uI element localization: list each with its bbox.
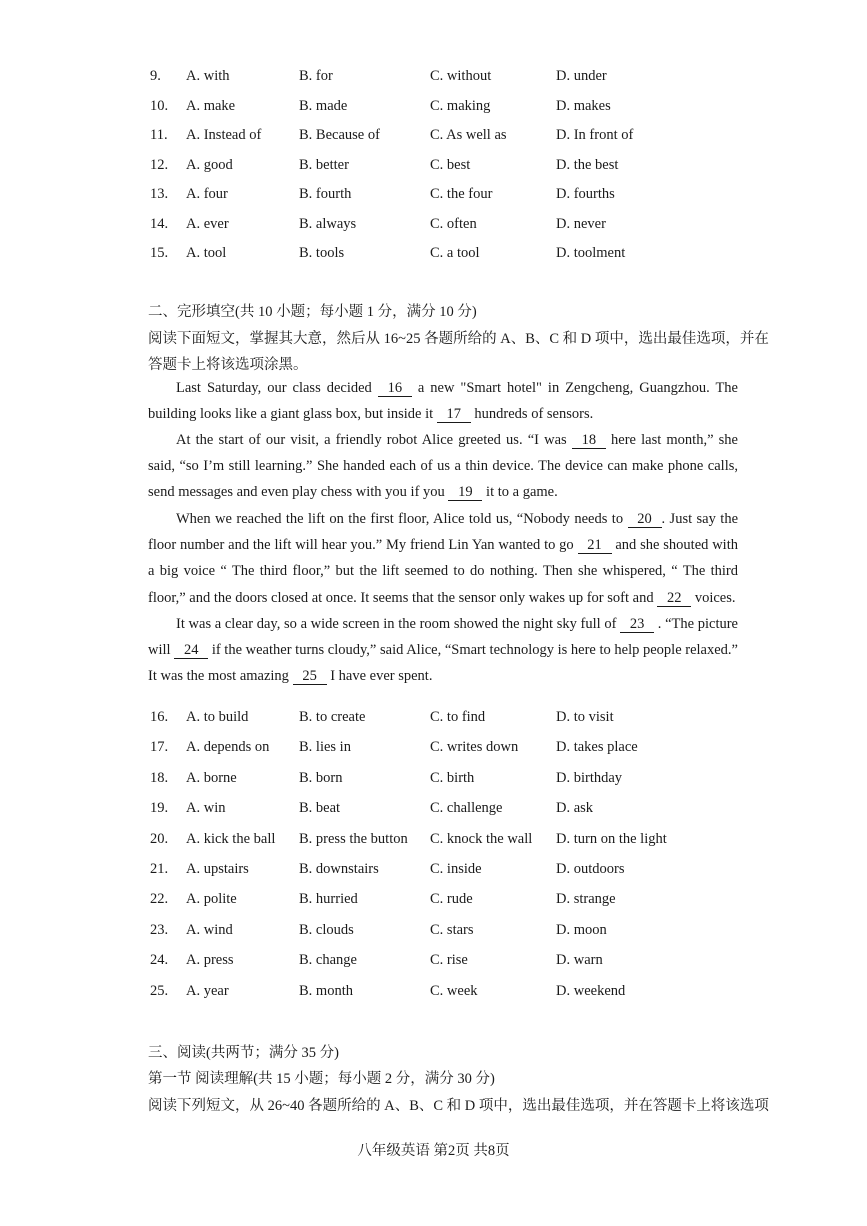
option-b: B. clouds — [299, 921, 354, 938]
question-number: 15. — [150, 245, 169, 261]
blank-16: 16 — [378, 380, 412, 397]
passage-text: When we reached the lift on the first floor, Alice told us, “Nobody needs to — [176, 511, 628, 527]
passage-paragraph-1 — [148, 375, 738, 427]
passage-text: Last Saturday, our class decided — [176, 380, 378, 396]
option-b: B. lies in — [299, 739, 351, 756]
option-b: B. tools — [299, 245, 345, 261]
blank-18: 18 — [572, 432, 606, 449]
option-d: D. strange — [556, 891, 616, 908]
option-a: A. tool — [186, 245, 227, 261]
option-c: C. birth — [430, 769, 475, 786]
blank-23: 23 — [620, 616, 654, 633]
option-d: D. birthday — [556, 769, 623, 786]
option-a: A. polite — [186, 891, 237, 908]
passage-text: At the start of our visit, a friendly robot Alice greeted us. “I was — [176, 432, 572, 448]
option-c: C. rude — [430, 891, 473, 908]
section2-instruction-line1: 阅读下面短文，掌握其大意，然后从 16~25 各题所给的 A、B、C 和 D 项中，选出最佳选项，并在 — [148, 331, 769, 347]
option-d: D. makes — [556, 97, 611, 114]
option-b: B. to create — [299, 709, 366, 725]
section3-heading: 三、阅读(共两节；满分 35 分) — [148, 1045, 339, 1061]
option-c: C. making — [430, 97, 491, 114]
option-c: C. the four — [430, 186, 493, 202]
option-c: C. stars — [430, 921, 474, 938]
option-a: A. press — [186, 952, 234, 969]
section3-subheading: 第一节 阅读理解(共 15 小题；每小题 2 分，满分 30 分) — [148, 1071, 495, 1087]
option-d: D. outdoors — [556, 861, 625, 877]
question-number: 13. — [150, 186, 169, 202]
blank-21: 21 — [578, 537, 612, 554]
option-b: B. born — [299, 769, 343, 786]
option-d: D. In front of — [556, 127, 634, 143]
option-d: D. weekend — [556, 982, 626, 999]
passage-text: a new "Smart hotel" in Zengcheng, Guangzhou. The building looks like a giant glass box, but inside it — [148, 380, 738, 423]
question-number: 23. — [150, 921, 169, 938]
question-number: 14. — [150, 215, 169, 232]
option-d: D. under — [556, 68, 607, 84]
section2-instruction-line2: 答题卡上将该选项涂黑。 — [148, 357, 308, 373]
option-c: C. often — [430, 215, 477, 232]
passage-text: if the weather turns cloudy,” said Alice, “Smart technology is here to help people relaxed.” It was the most amazing — [148, 642, 738, 685]
option-d: D. fourths — [556, 186, 615, 202]
passage-paragraph-3 — [148, 506, 738, 611]
option-c: C. to find — [430, 709, 486, 725]
passage-text: it to a game. — [482, 484, 558, 501]
question-number: 25. — [150, 982, 169, 999]
option-a: A. win — [186, 800, 226, 817]
question-number: 21. — [150, 861, 169, 877]
passage-text: and she shouted with a big voice “ The third floor,” but the lift seemed to do nothing. Then she whispered, “ The third floor,” and the doors closed at once. It seems that the sensor only wakes up for soft and — [148, 537, 738, 606]
passage-text: It was a clear day, so a wide screen in the room showed the night sky full of — [176, 616, 621, 632]
option-b: B. for — [299, 68, 333, 84]
option-b: B. change — [299, 952, 357, 969]
passage-text: . Just say the floor number and the lift will hear you.” My friend Lin Yan wanted to go — [148, 511, 739, 554]
passage-text: . “The picture will — [148, 616, 738, 659]
option-b: B. Because of — [299, 127, 380, 143]
question-number: 10. — [150, 97, 169, 114]
option-a: A. upstairs — [186, 861, 249, 877]
passage-paragraph-4 — [148, 611, 738, 690]
section3-instruction: 阅读下列短文，从 26~40 各题所给的 A、B、C 和 D 项中，选出最佳选项，并在答题卡上将该选项 — [148, 1098, 769, 1114]
option-d: D. never — [556, 215, 606, 232]
option-b: B. fourth — [299, 186, 352, 202]
option-d: D. toolment — [556, 245, 626, 261]
option-d: D. to visit — [556, 709, 614, 725]
option-d: D. turn on the light — [556, 830, 667, 847]
question-number: 18. — [150, 769, 169, 786]
question-number: 17. — [150, 739, 169, 756]
option-a: A. kick the ball — [186, 830, 276, 847]
option-c: C. As well as — [430, 127, 507, 143]
option-b: B. always — [299, 215, 357, 232]
passage-text: voices. — [691, 589, 736, 606]
option-b: B. downstairs — [299, 861, 379, 877]
question-number: 16. — [150, 709, 169, 725]
option-a: A. year — [186, 982, 229, 999]
section2-heading: 二、完形填空(共 10 小题；每小题 1 分，满分 10 分) — [148, 304, 477, 320]
option-d: D. moon — [556, 921, 607, 938]
question-number: 20. — [150, 830, 169, 847]
option-c: C. best — [430, 156, 471, 173]
option-c: C. knock the wall — [430, 830, 533, 847]
option-d: D. ask — [556, 800, 594, 817]
option-c: C. writes down — [430, 739, 519, 756]
page-footer: 八年级英语 第2页 共8页 — [357, 1143, 510, 1159]
blank-25: 25 — [293, 668, 327, 685]
option-a: A. ever — [186, 215, 229, 232]
option-d: D. the best — [556, 156, 619, 173]
option-b: B. hurried — [299, 891, 358, 908]
option-b: B. press the button — [299, 830, 408, 847]
option-b: B. made — [299, 97, 348, 114]
option-d: D. warn — [556, 952, 603, 969]
option-a: A. to build — [186, 709, 249, 725]
option-a: A. Instead of — [186, 127, 262, 143]
option-c: C. inside — [430, 861, 482, 877]
question-number: 12. — [150, 156, 169, 173]
option-b: B. better — [299, 156, 349, 173]
blank-24: 24 — [174, 642, 208, 659]
option-b: B. beat — [299, 800, 341, 817]
option-a: A. borne — [186, 769, 237, 786]
question-number: 22. — [150, 891, 169, 908]
option-a: A. good — [186, 156, 233, 173]
passage-text: I have ever spent. — [326, 668, 433, 685]
option-a: A. four — [186, 186, 228, 202]
option-c: C. a tool — [430, 245, 480, 261]
blank-20: 20 — [628, 511, 662, 528]
option-d: D. takes place — [556, 739, 638, 756]
question-number: 24. — [150, 952, 169, 969]
passage-text: here last month,” she said, “so I’m still learning.” She handed each of us a thin device. The device can make phone calls, send messages and even play chess with you if you — [148, 432, 738, 501]
option-a: A. make — [186, 97, 236, 114]
option-a: A. with — [186, 68, 230, 84]
passage-paragraph-2 — [148, 427, 738, 506]
option-c: C. challenge — [430, 800, 503, 817]
question-number: 11. — [150, 127, 168, 143]
option-c: C. without — [430, 68, 492, 84]
option-b: B. month — [299, 982, 353, 999]
option-c: C. rise — [430, 952, 468, 969]
question-number: 9. — [150, 68, 161, 84]
option-c: C. week — [430, 982, 478, 999]
blank-22: 22 — [657, 590, 691, 607]
blank-17: 17 — [437, 406, 471, 423]
option-a: A. wind — [186, 921, 233, 938]
blank-19: 19 — [448, 484, 482, 501]
option-a: A. depends on — [186, 739, 270, 756]
question-number: 19. — [150, 800, 169, 817]
passage-text: hundreds of sensors. — [470, 406, 594, 423]
